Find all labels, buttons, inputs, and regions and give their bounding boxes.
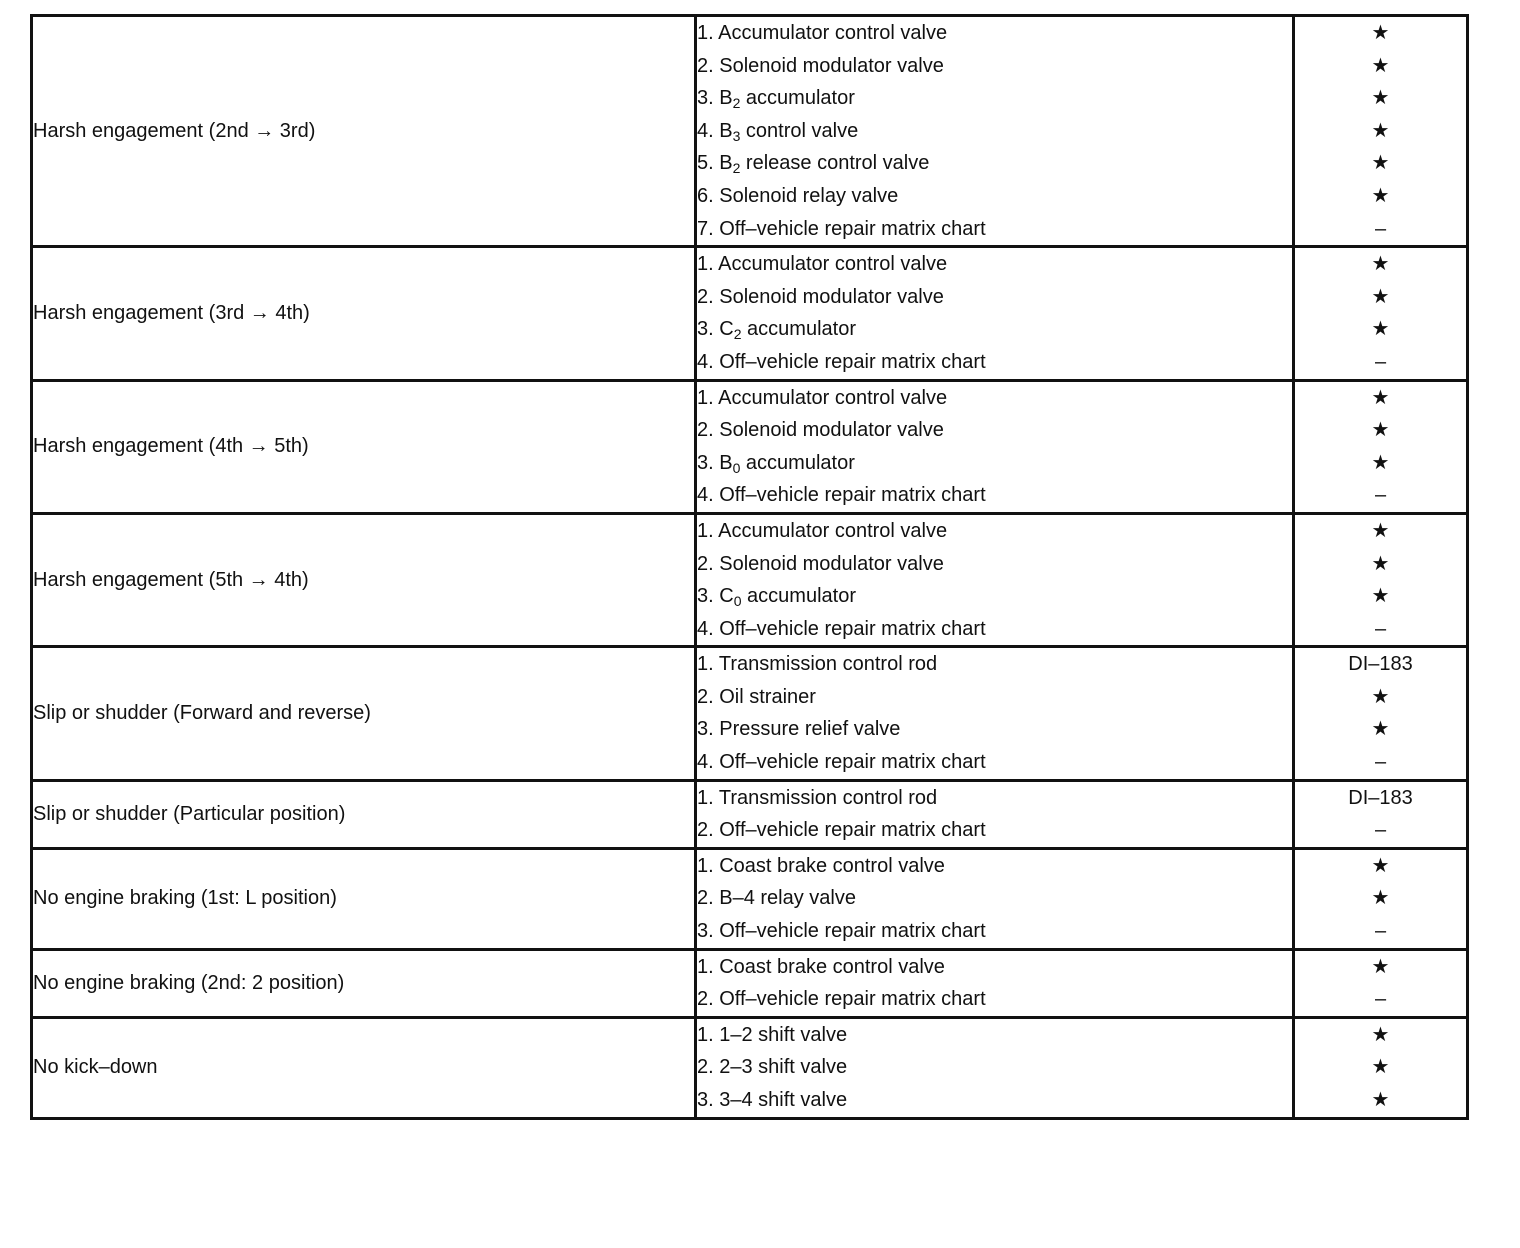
star-icon: ★ <box>1371 386 1390 409</box>
star-icon: ★ <box>1371 1023 1390 1046</box>
suspected-area-item: 2. Solenoid modulator valve <box>697 419 944 442</box>
suspected-area-item: 6. Solenoid relay valve <box>697 184 899 207</box>
star-icon: ★ <box>1371 253 1390 276</box>
suspected-area-item: 2. 2–3 shift valve <box>697 1056 848 1079</box>
suspected-area-item: 1. Accumulator control valve <box>697 22 948 44</box>
suspected-area-item: 4. Off–vehicle repair matrix chart <box>697 751 986 774</box>
star-icon: ★ <box>1371 54 1390 77</box>
troubleshooting-table-body <box>32 16 1468 1119</box>
symptom-cell: Slip or shudder (Particular position) <box>32 780 696 848</box>
suspected-area-item: 1. Transmission control rod <box>697 653 938 676</box>
suspected-area-item: 1. Coast brake control valve <box>697 854 945 877</box>
reference-cell <box>1294 513 1468 646</box>
suspected-area-item: 3. $B_2$ accumulator <box>697 87 855 112</box>
reference-mark: – <box>1374 217 1387 240</box>
suspected-area-item: 7. Off–vehicle repair matrix chart <box>697 217 986 240</box>
suspected-area-item: 5. $B_2$ release control valve <box>697 152 930 177</box>
suspected-area-item: 1. Accumulator control valve <box>697 386 948 409</box>
star-icon: ★ <box>1371 318 1390 341</box>
suspected-area-item: 2. Solenoid modulator valve <box>697 285 944 308</box>
reference-mark: – <box>1374 988 1387 1011</box>
reference-cell <box>1294 848 1468 949</box>
table-row <box>32 848 1468 949</box>
suspected-area-item: 1. Accumulator control valve <box>697 253 948 276</box>
suspected-area-item: 1. Coast brake control valve <box>697 955 945 978</box>
suspected-area-item: 2. Solenoid modulator valve <box>697 54 944 77</box>
symptom-cell: Harsh engagement (2nd → 3rd) <box>32 16 696 247</box>
reference-cell <box>1294 16 1468 247</box>
star-icon: ★ <box>1371 22 1390 44</box>
reference-cell <box>1294 380 1468 513</box>
star-icon: ★ <box>1371 119 1390 142</box>
table-row <box>32 247 1468 380</box>
reference-mark: – <box>1374 484 1387 507</box>
suspected-area-item: 3. Pressure relief valve <box>697 718 901 741</box>
reference-cell <box>1294 780 1468 848</box>
star-icon: ★ <box>1371 585 1390 608</box>
star-icon: ★ <box>1371 519 1390 542</box>
table-row <box>32 513 1468 646</box>
reference-cell <box>1294 1017 1468 1118</box>
reference-mark: – <box>1374 617 1387 640</box>
troubleshooting-table <box>30 14 1469 1120</box>
symptom-cell: Harsh engagement (3rd → 4th) <box>32 247 696 380</box>
table-row <box>32 780 1468 848</box>
suspected-area-item: 4. $B_3$ control valve <box>697 119 859 144</box>
star-icon: ★ <box>1371 1089 1390 1111</box>
symptom-cell: No engine braking (1st: L position) <box>32 848 696 949</box>
reference-cell <box>1294 647 1468 780</box>
star-icon: ★ <box>1371 887 1390 910</box>
symptom-cell: No engine braking (2nd: 2 position) <box>32 949 696 1017</box>
suspected-area-item: 3. $C_0$ accumulator <box>697 585 856 610</box>
suspected-area-cell <box>696 380 1294 513</box>
table-row <box>32 949 1468 1017</box>
suspected-area-cell <box>696 1017 1294 1118</box>
suspected-area-cell <box>696 16 1294 247</box>
suspected-area-item: 1. Transmission control rod <box>697 786 938 809</box>
reference-mark: – <box>1374 819 1387 842</box>
suspected-area-cell <box>696 949 1294 1017</box>
table-row <box>32 647 1468 780</box>
suspected-area-cell <box>696 247 1294 380</box>
table-row <box>32 1017 1468 1118</box>
suspected-area-item: 2. Off–vehicle repair matrix chart <box>697 988 986 1011</box>
suspected-area-item: 3. Off–vehicle repair matrix chart <box>697 920 986 943</box>
suspected-area-item: 4. Off–vehicle repair matrix chart <box>697 350 986 373</box>
symptom-cell: No kick–down <box>32 1017 696 1118</box>
reference-mark: DI–183 <box>1348 786 1413 809</box>
star-icon: ★ <box>1371 451 1390 474</box>
suspected-area-item: 1. 1–2 shift valve <box>697 1023 848 1046</box>
star-icon: ★ <box>1371 285 1390 308</box>
star-icon: ★ <box>1371 718 1390 741</box>
reference-cell <box>1294 247 1468 380</box>
star-icon: ★ <box>1371 419 1390 442</box>
reference-mark: – <box>1374 350 1387 373</box>
star-icon: ★ <box>1371 184 1390 207</box>
reference-cell <box>1294 949 1468 1017</box>
suspected-area-item: 3. $C_2$ accumulator <box>697 318 856 343</box>
suspected-area-item: 3. $B_0$ accumulator <box>697 451 855 476</box>
suspected-area-cell <box>696 780 1294 848</box>
suspected-area-cell <box>696 513 1294 646</box>
table-row <box>32 16 1468 247</box>
reference-mark: – <box>1374 920 1387 943</box>
star-icon: ★ <box>1371 87 1390 110</box>
suspected-area-item: 2. Off–vehicle repair matrix chart <box>697 819 986 842</box>
suspected-area-item: 1. Accumulator control valve <box>697 519 948 542</box>
reference-mark: – <box>1374 751 1387 774</box>
suspected-area-item: 3. 3–4 shift valve <box>697 1089 848 1111</box>
suspected-area-cell <box>696 848 1294 949</box>
star-icon: ★ <box>1371 854 1390 877</box>
star-icon: ★ <box>1371 552 1390 575</box>
suspected-area-item: 4. Off–vehicle repair matrix chart <box>697 617 986 640</box>
symptom-cell: Harsh engagement (5th → 4th) <box>32 513 696 646</box>
suspected-area-item: 4. Off–vehicle repair matrix chart <box>697 484 986 507</box>
star-icon: ★ <box>1371 685 1390 708</box>
suspected-area-cell <box>696 647 1294 780</box>
suspected-area-item: 2. Oil strainer <box>697 685 816 708</box>
star-icon: ★ <box>1371 152 1390 175</box>
table-row <box>32 380 1468 513</box>
symptom-cell: Slip or shudder (Forward and reverse) <box>32 647 696 780</box>
suspected-area-item: 2. B–4 relay valve <box>697 887 856 910</box>
star-icon: ★ <box>1371 1056 1390 1079</box>
symptom-cell: Harsh engagement (4th → 5th) <box>32 380 696 513</box>
reference-mark: DI–183 <box>1348 653 1413 676</box>
star-icon: ★ <box>1371 955 1390 978</box>
suspected-area-item: 2. Solenoid modulator valve <box>697 552 944 575</box>
